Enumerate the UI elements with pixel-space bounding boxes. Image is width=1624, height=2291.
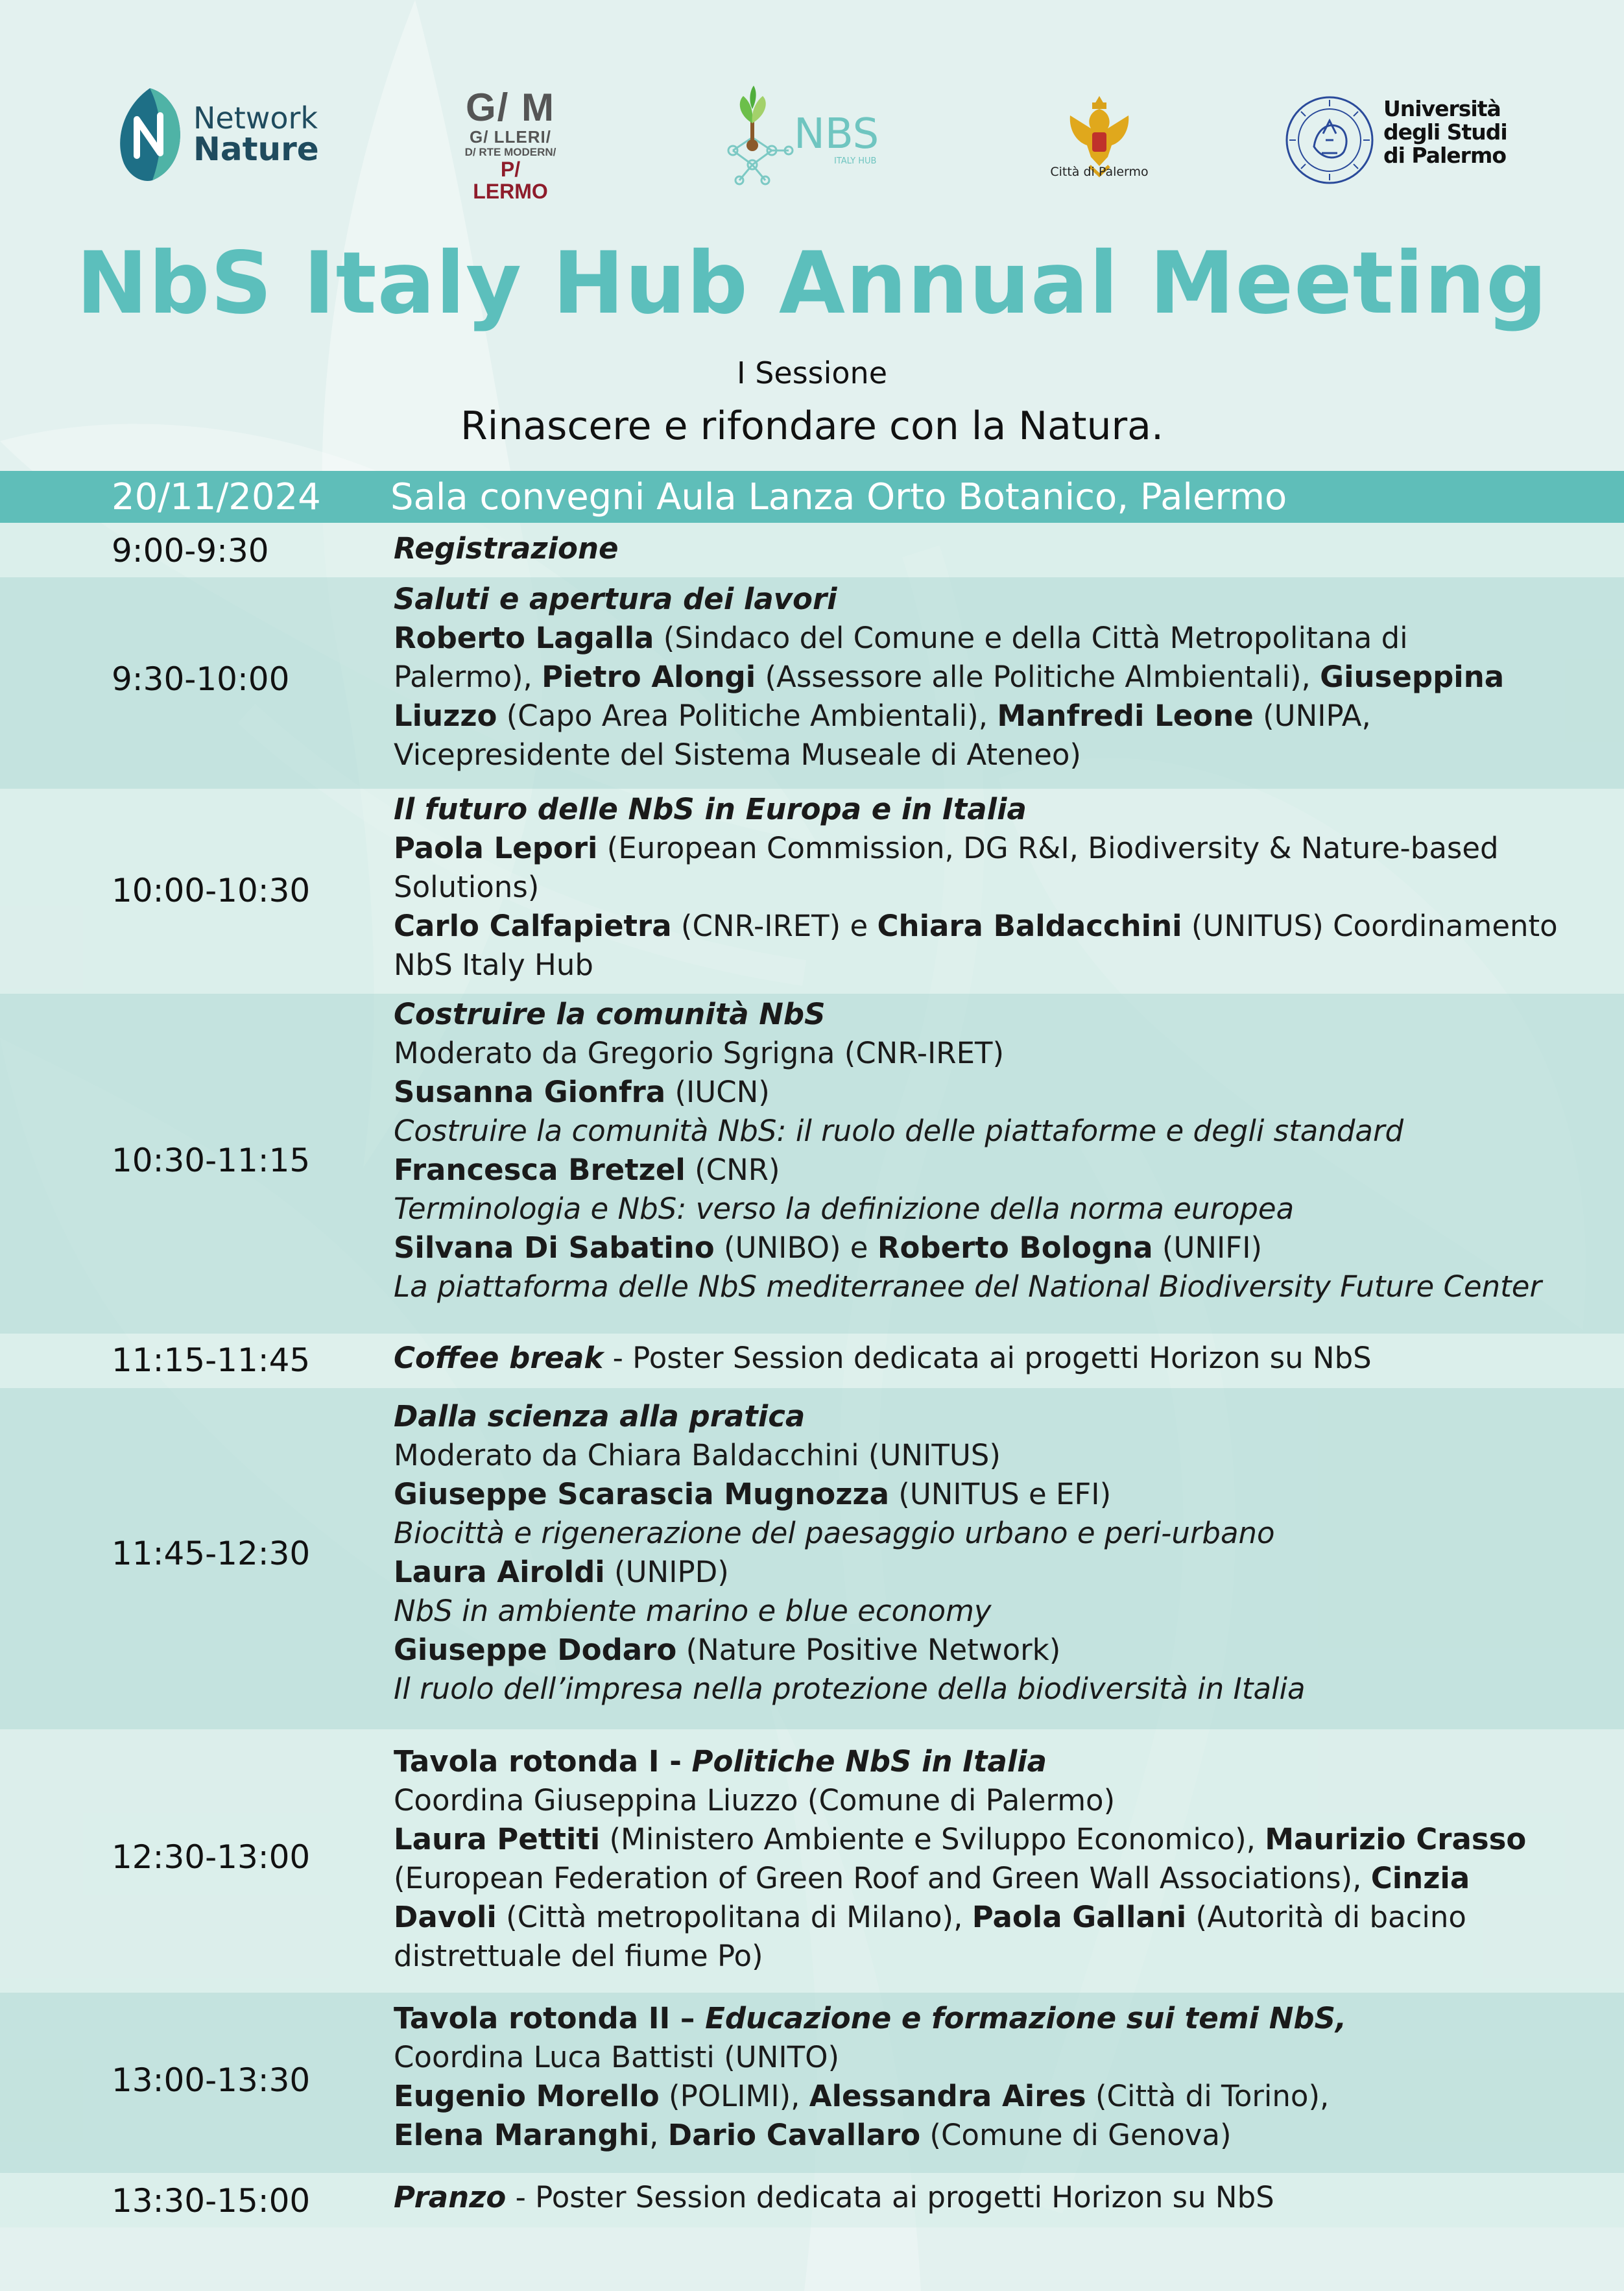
unipa-line3: di Palermo xyxy=(1383,143,1507,168)
speaker-role: (Città metropolitana di Milano), xyxy=(496,1900,972,1934)
agenda-time: 9:00-9:30 xyxy=(112,532,269,570)
agenda-time: 13:00-13:30 xyxy=(112,2061,311,2099)
agenda-time: 10:00-10:30 xyxy=(112,872,311,909)
speaker-role: (UNITUS) Coordinamento xyxy=(1182,909,1558,943)
agenda-content xyxy=(394,1999,1553,2155)
agenda-row-tavola-rotonda-2 xyxy=(0,1993,1624,2173)
gam-line4: P/ LERMO xyxy=(473,158,548,203)
agenda-time: 11:45-12:30 xyxy=(112,1535,311,1572)
speaker-role: (Capo Area Politiche Ambientali), xyxy=(497,699,997,733)
network-nature-logo-text xyxy=(193,101,319,168)
speaker-name: Maurizio Crasso xyxy=(1265,1822,1527,1856)
agenda-row-pranzo xyxy=(0,2173,1624,2227)
agenda-item-title: Saluti e apertura dei lavori xyxy=(394,582,837,616)
speaker-role: Solutions) xyxy=(394,870,540,904)
speaker-role: (UNIPD) xyxy=(604,1555,729,1589)
speaker-name: Davoli xyxy=(394,1900,497,1934)
agenda-row-registrazione xyxy=(0,523,1624,577)
speaker-name: Giuseppe Scarascia Mugnozza xyxy=(394,1477,889,1511)
speaker-name: Chiara Baldacchini xyxy=(877,909,1182,943)
agenda-row-saluti xyxy=(0,577,1624,789)
speaker-name: Pietro Alongi xyxy=(542,660,756,694)
talk-title: NbS in ambiente marino e blue economy xyxy=(394,1594,992,1628)
unipa-line1: Università xyxy=(1383,96,1501,121)
speaker-role: Palermo), xyxy=(394,660,542,694)
speaker-role: (European Commission, DG R&I, Biodiversity & Nature-based xyxy=(597,831,1499,865)
event-venue: Sala convegni Aula Lanza Orto Botanico, Palermo xyxy=(390,476,1287,518)
agenda-time: 10:30-11:15 xyxy=(112,1142,311,1179)
speaker-name: Francesca Bretzel xyxy=(394,1153,686,1187)
agenda-item-title: Il futuro delle NbS in Europa e in Italia xyxy=(394,792,1027,826)
agenda-content xyxy=(394,995,1553,1306)
agenda-item-desc: - Poster Session dedicata ai progetti Horizon su NbS xyxy=(603,1341,1372,1375)
speaker-name: Roberto Lagalla xyxy=(394,621,654,655)
session-subtitle: Rinascere e rifondare con la Natura. xyxy=(460,403,1164,449)
speaker-role: (Nature Positive Network) xyxy=(676,1633,1061,1667)
speaker-role: (Sindaco del Comune e della Città Metropolitana di xyxy=(654,621,1408,655)
agenda-item-title: Dalla scienza alla pratica xyxy=(394,1399,806,1433)
speaker-role: (CNR-IRET) e xyxy=(671,909,878,943)
speaker-name: Dario Cavallaro xyxy=(667,2118,921,2152)
agenda-content xyxy=(394,1397,1553,1709)
moderator: Moderato da Gregorio Sgrigna (CNR-IRET) xyxy=(394,1036,1005,1070)
talk-title: La piattaforma delle NbS mediterranee del National Biodiversity Future Center xyxy=(394,1269,1542,1304)
gam-line2: G/ LLERI/ xyxy=(470,127,551,147)
agenda-content xyxy=(394,1339,1553,1378)
moderator: Moderato da Chiara Baldacchini (UNITUS) xyxy=(394,1438,1001,1472)
speaker-name: Cinzia xyxy=(1370,1861,1470,1895)
agenda-row-comunita-nbs xyxy=(0,994,1624,1334)
speaker-name: Paola Gallani xyxy=(972,1900,1187,1934)
speaker-name: Liuzzo xyxy=(394,699,497,733)
agenda-row-futuro-nbs xyxy=(0,789,1624,994)
gam-line3: D/ RTE MODERN/ xyxy=(464,146,556,158)
event-date: 20/11/2024 xyxy=(112,476,321,518)
speaker-role: (UNIBO) e xyxy=(714,1230,878,1265)
talk-title: Terminologia e NbS: verso la definizione della norma europea xyxy=(394,1192,1295,1226)
moderator: Coordina Luca Battisti (UNITO) xyxy=(394,2040,840,2074)
agenda-row-scienza-pratica xyxy=(0,1388,1624,1729)
agenda-content xyxy=(394,790,1558,985)
citta-di-palermo-label: Città di Palermo xyxy=(1050,165,1149,179)
speaker-role: Vicepresidente del Sistema Museale di Ateneo) xyxy=(394,738,1081,772)
speaker-role: (Assessore alle Politiche Almbientali), xyxy=(756,660,1320,694)
gam-logo xyxy=(462,88,559,202)
speaker-role: (Comune di Genova) xyxy=(920,2118,1232,2152)
speaker-name: Laura Pettiti xyxy=(394,1822,601,1856)
logo-bar xyxy=(0,0,1624,214)
nbs-logo-sub: ITALY HUB xyxy=(834,156,877,166)
speaker-name: Paola Lepori xyxy=(394,831,598,865)
agenda-time: 11:15-11:45 xyxy=(112,1341,311,1379)
speaker-role: (UNIPA, xyxy=(1253,699,1371,733)
unipa-seal-icon xyxy=(1284,95,1375,186)
nbs-italy-hub-logo xyxy=(713,83,895,187)
speaker-role: , xyxy=(649,2118,668,2152)
nbs-logo-name: NBS xyxy=(794,110,879,158)
speaker-name: Carlo Calfapietra xyxy=(394,909,672,943)
agenda-item-desc: - Poster Session dedicata ai progetti Horizon su NbS xyxy=(506,2180,1274,2214)
speaker-role: (Città di Torino), xyxy=(1086,2079,1330,2113)
speaker-name: Giuseppina xyxy=(1320,660,1505,694)
unipa-line2: degli Studi xyxy=(1383,119,1507,145)
session-label: I Sessione xyxy=(737,355,887,390)
agenda-item-subtitle: Politiche NbS in Italia xyxy=(691,1744,1047,1779)
agenda-time: 9:30-10:00 xyxy=(112,660,290,698)
network-nature-line2: Nature xyxy=(193,130,319,168)
speaker-name: Roberto Bologna xyxy=(877,1230,1153,1265)
agenda-time: 12:30-13:00 xyxy=(112,1838,311,1876)
speaker-role: (POLIMI), xyxy=(659,2079,809,2113)
network-nature-line1: Network xyxy=(193,101,318,136)
speaker-name: Susanna Gionfra xyxy=(394,1075,666,1109)
speaker-name: Giuseppe Dodaro xyxy=(394,1633,677,1667)
speaker-name: Silvana Di Sabatino xyxy=(394,1230,715,1265)
agenda-content xyxy=(394,529,1553,568)
speaker-role: NbS Italy Hub xyxy=(394,948,593,982)
agenda-row-coffee-break xyxy=(0,1334,1624,1388)
speaker-role: (UNITUS e EFI) xyxy=(889,1477,1112,1511)
date-venue-bar xyxy=(0,471,1624,523)
speaker-name: Eugenio Morello xyxy=(394,2079,660,2113)
agenda-item-title: Registrazione xyxy=(394,531,619,566)
speaker-role: (IUCN) xyxy=(665,1075,770,1109)
speaker-role: (European Federation of Green Roof and Green Wall Associations), xyxy=(394,1861,1371,1895)
speaker-name: Laura Airoldi xyxy=(394,1555,605,1589)
agenda-item-title: Tavola rotonda II – xyxy=(394,2001,706,2035)
network-nature-leaf-icon xyxy=(113,86,186,183)
moderator: Coordina Giuseppina Liuzzo (Comune di Palermo) xyxy=(394,1783,1116,1817)
page-title: NbS Italy Hub Annual Meeting xyxy=(76,234,1548,333)
agenda-item-title: Tavola rotonda I - xyxy=(394,1744,692,1779)
agenda-time: 13:30-15:00 xyxy=(112,2182,311,2220)
speaker-role: (Ministero Ambiente e Sviluppo Economico), xyxy=(600,1822,1265,1856)
agenda-item-title: Pranzo xyxy=(394,2180,507,2214)
speaker-role: (UNIFI) xyxy=(1152,1230,1263,1265)
speaker-role: (Autorità di bacino xyxy=(1186,1900,1466,1934)
agenda-row-tavola-rotonda-1 xyxy=(0,1729,1624,1993)
speaker-name: Manfredi Leone xyxy=(997,699,1254,733)
gam-line1: G/ M xyxy=(466,86,555,129)
agenda-content xyxy=(394,1742,1553,1976)
talk-title: Costruire la comunità NbS: il ruolo delle piattaforme e degli standard xyxy=(394,1114,1404,1148)
speaker-name: Elena Maranghi xyxy=(394,2118,650,2152)
talk-title: Biocittà e rigenerazione del paesaggio urbano e peri-urbano xyxy=(394,1516,1275,1550)
agenda-item-title: Costruire la comunità NbS xyxy=(394,997,826,1031)
agenda-item-subtitle: Educazione e formazione sui temi NbS, xyxy=(705,2001,1347,2035)
agenda-content xyxy=(394,2178,1553,2217)
speaker-role: distrettuale del fiume Po) xyxy=(394,1939,763,1973)
agenda-content xyxy=(394,580,1553,774)
speaker-role: (CNR) xyxy=(685,1153,780,1187)
talk-title: Il ruolo dell’impresa nella protezione della biodiversità in Italia xyxy=(394,1672,1306,1706)
agenda-item-title: Coffee break xyxy=(394,1341,604,1375)
unipa-logo-text xyxy=(1383,97,1507,167)
speaker-name: Alessandra Aires xyxy=(809,2079,1086,2113)
